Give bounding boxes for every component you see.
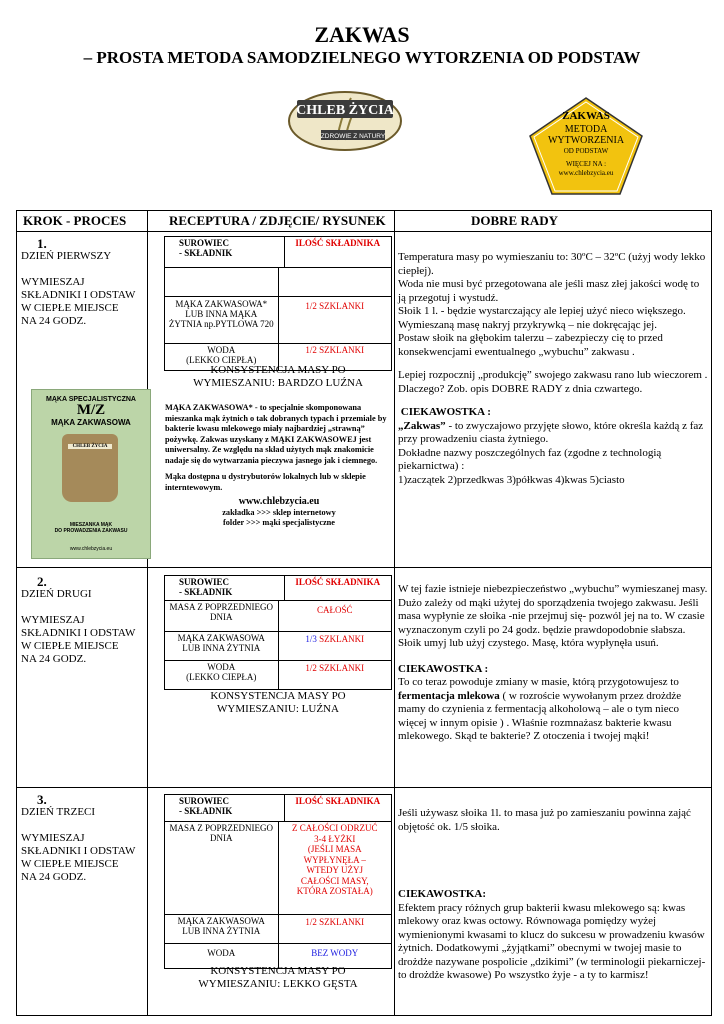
curio-text: ( w rozroście wywołanym przez drożdże mamy do czynienia z fermentacją alkoholową – ale o tym nieco więcej w innym opisie ) . Właśnie rozmnażasz bakterie kwasu mlekowego. Skąd te bakterie? Z otoczenia i twojej mąki! [398, 689, 682, 742]
ingredient-amount: 1/2 SZKLANKI [305, 663, 365, 673]
page-title: ZAKWAS [314, 22, 410, 47]
ingredients-table [164, 794, 392, 969]
product-line5: MIESZANKA MĄK DO PROWADZENIA ZAKWASU [54, 522, 128, 534]
ingredient-header-left: SUROWIEC - SKŁADNIK [165, 237, 285, 267]
product-line2: M/Z [76, 402, 106, 418]
ingredient-amount: Z CAŁOŚCI ODRZUĆ 3-4 ŁYŻKI (JEŚLI MASA WYPŁYNĘŁA – WTEDY UŻYJ CAŁOŚCI MASY, KTÓRA ZOSTAŁA) [291, 823, 378, 896]
process-line: SKŁADNIKI I ODSTAW [21, 627, 136, 639]
step-1-tips [398, 251, 708, 487]
tip-text: Temperatura masy po wymieszaniu to: 30ºC – 32ºC (użyj wody lekko ciepłej). [398, 251, 706, 277]
step-3-process [21, 793, 135, 884]
ingredient-name: MĄKA ZAKWASOWA* LUB INNA MĄKA ŻYTNIA np.PYTLOWA 720 [165, 297, 279, 343]
process-line: WYMIESZAJ [21, 614, 85, 626]
curio-text: - to zwyczajowo przyjęte słowo, które określa każdą z faz przy prowadzeniu ciasta żytniego. [398, 419, 704, 445]
process-line: W CIEPŁE MIEJSCE [21, 302, 119, 314]
seal-line5: WIĘCEJ NA : [565, 160, 607, 168]
step-number: 1. [37, 236, 47, 251]
tip-text: Jeśli używasz słoika 1l. to masa już po zamieszaniu powinna zająć objętość ok. 1/5 słoika. [398, 807, 691, 833]
ingredient-name: MĄKA ZAKWASOWA LUB INNA ŻYTNIA [165, 632, 279, 660]
ingredient-amount-fraction: 1/3 [305, 634, 317, 644]
curio-title: CIEKAWOSTKA : [398, 406, 491, 418]
curio-text: Dokładne nazwy poszczególnych faz (zgodne z technologią piekarnictwa) : [398, 446, 662, 472]
tip-text: W tej fazie istnieje niebezpieczeństwo „wybuchu” wymieszanej masy. Dużo zależy od mąki użytej do sporządzenia twojego zakwasu. Jeśli masa wypłynie ze słoika -nie przejmuj się- pozwól jej na to. W czasie wyznaczonym czyli po 24 godz. będzie prawdopodobnie słabsza. Słoik umyj lub użyj czystego. Masę, która wypłynęła usuń. [398, 583, 708, 649]
zakwas-seal [528, 96, 644, 196]
step-3-tips [398, 807, 708, 983]
ingredient-name: MASA Z POPRZEDNIEGO DNIA [165, 601, 279, 631]
ingredient-amount: 1/2 SZKLANKI [305, 301, 365, 311]
process-line: W CIEPŁE MIEJSCE [21, 640, 119, 652]
process-line: NA 24 GODZ. [21, 871, 87, 883]
curio-text: To co teraz powoduje zmiany w masie, którą przygotowujesz to [398, 676, 679, 688]
step-day: DZIEŃ TRZECI [21, 806, 96, 818]
step-number: 2. [37, 574, 47, 589]
seal-line1: ZAKWAS [562, 110, 610, 122]
curio-text: 1)zaczątek 2)przedkwas 3)półkwas 4)kwas 5)ciasto [398, 473, 625, 486]
process-line: NA 24 GODZ. [21, 315, 87, 327]
ingredient-amount: BEZ WODY [311, 948, 359, 958]
product-description [165, 403, 393, 529]
ingredient-name: WODA (LEKKO CIEPŁA) [165, 344, 279, 370]
curio-bold: fermentacja mlekowa [398, 689, 500, 702]
step-2-process [21, 575, 135, 666]
ingredients-table [164, 236, 392, 371]
step-number: 3. [37, 792, 47, 807]
product-bag-image [31, 389, 151, 559]
tip-text: Postaw słoik na głębokim talerzu – zabezpieczy cię to przed konsekwencjami ewentualnego „wybuchu” zakwasu . [398, 332, 663, 358]
step-1-process [21, 237, 135, 328]
divider [147, 211, 148, 1015]
logo-subtext: ZDROWIE Z NATURY [320, 133, 386, 140]
process-line: WYMIESZAJ [21, 276, 85, 288]
ingredient-header-left: SUROWIEC - SKŁADNIK [165, 795, 285, 821]
product-line1: MĄKA SPECJALISTYCZNA [46, 396, 136, 403]
process-line: SKŁADNIKI I ODSTAW [21, 845, 136, 857]
curio-title: CIEKAWOSTKA: [398, 888, 487, 900]
website-note: folder >>> mąki specjalistyczne [223, 518, 335, 527]
ingredient-header-left: SUROWIEC - SKŁADNIK [165, 576, 285, 600]
seal-line2: METODA [564, 124, 608, 135]
ingredient-header-right: ILOŚĆ SKŁADNIKA [295, 238, 381, 248]
tip-text [398, 359, 708, 369]
divider [394, 211, 395, 1015]
consistency-note: KONSYSTENCJA MASY PO WYMIESZANIU: BARDZO LUŹNA [193, 364, 363, 389]
ingredient-name: MASA Z POPRZEDNIEGO DNIA [165, 822, 279, 914]
ingredients-table [164, 575, 392, 690]
steps-table [16, 210, 712, 1016]
ingredient-amount: 1/2 SZKLANKI [305, 345, 365, 355]
page-subtitle: – PROSTA METODA SAMODZIELNEGO WYTORZENIA OD PODSTAW [83, 48, 641, 67]
col-header-recipe: RECEPTURA / ZDJĘCIE/ RYSUNEK [169, 213, 386, 228]
step-2-tips [398, 583, 708, 744]
process-line: WYMIESZAJ [21, 832, 85, 844]
product-line6: www.chlebzycia.eu [69, 546, 113, 552]
description-text: MĄKA ZAKWASOWA* - to specjalnie skomponowana mieszanka mąk żytnich o tak dobranych typach i przemiale by bakterie kwasu mlekowego miały najbardziej „strawną” pożywkę. Zakwas uzyskany z MĄKI ZAKWASOWEJ jest uniwersalny. Ze względu na skład użytych mąk znakomicie nadaje się do wytwarzania pieczywa jasnego jak i ciemnego. [165, 403, 387, 465]
col-header-tips: DOBRE RADY [471, 213, 559, 228]
seal-line6: www.chlebzycia.eu [558, 169, 614, 177]
ingredient-header-right: ILOŚĆ SKŁADNIKA [295, 577, 381, 587]
process-line: W CIEPŁE MIEJSCE [21, 858, 119, 870]
consistency-note: KONSYSTENCJA MASY PO WYMIESZANIU: LUŹNA [210, 690, 346, 715]
ingredient-amount: 1/2 SZKLANKI [305, 917, 365, 927]
flour-bag [62, 434, 118, 502]
website-note: zakładka >>> sklep internetowy [222, 507, 336, 517]
ingredient-amount: CAŁOŚĆ [316, 605, 353, 615]
col-header-process: KROK - PROCES [23, 213, 127, 228]
product-bag-label: CHLEB ŻYCIA [68, 444, 112, 449]
ingredient-header-right: ILOŚĆ SKŁADNIKA [295, 796, 381, 806]
divider [17, 231, 711, 232]
ingredient-name: MĄKA ZAKWASOWA LUB INNA ŻYTNIA [165, 915, 279, 943]
product-line3: MĄKA ZAKWASOWA [51, 418, 131, 427]
seal-line3: WYTWORZENIA [547, 135, 625, 146]
ingredient-amount [279, 268, 392, 296]
tip-text: Lepiej rozpocznij „produkcję” swojego zakwasu rano lub wieczorem . Dlaczego? Zob. opis DOBRE RADY z dnia czwartego. [398, 369, 708, 395]
divider [17, 567, 711, 568]
curio-bold: „Zakwas” [398, 419, 446, 432]
consistency-note: KONSYSTENCJA MASY PO WYMIESZANIU: LEKKO GĘSTA [198, 965, 358, 990]
process-line: SKŁADNIKI I ODSTAW [21, 289, 136, 301]
seal-line4: OD PODSTAW [563, 147, 609, 155]
availability-text: Mąka dostępna u dystrybutorów lokalnych lub w sklepie interntewowym. [165, 472, 366, 492]
step-day: DZIEŃ PIERWSZY [21, 250, 112, 262]
divider [17, 787, 711, 788]
process-line: NA 24 GODZ. [21, 653, 87, 665]
ingredient-name: WODA (LEKKO CIEPŁA) [165, 661, 279, 689]
ingredient-name: WODA [165, 944, 279, 968]
step-day: DZIEŃ DRUGI [21, 588, 92, 600]
curio-text: Efektem pracy różnych grup bakterii kwasu mlekowego są: kwas mlekowy oraz kwas octowy. Równowaga pomiędzy wyżej wymienionymi kwasami to klucz do sukcesu w prowadzeniu kwasów żytnich. Dodatkowymi „żyjątkami” obecnymi w twojej masie to drożdże nazywane pospolicie „dzikimi” (w terminologii piekarniczej-to drożdże kwasowe) Po wszystko żyje - a ty to karmisz! [398, 901, 706, 981]
website-link[interactable]: www.chlebzycia.eu [238, 496, 320, 507]
ingredient-amount: SZKLANKI [316, 634, 365, 644]
tip-text: Woda nie musi być przegotowana ale jeśli masz złej jakości wodę to ją przegotuj i wystudź. [398, 278, 700, 304]
ingredient-name [165, 268, 279, 296]
chleb-zycia-logo [287, 90, 403, 152]
tip-text: Słoik 1 l. - będzie wystarczający ale lepiej użyć nieco większego. Wymieszaną masę nakryj przykrywką – nie dokręcając jej. [398, 305, 686, 331]
logo-text: CHLEB ŻYCIA [296, 103, 394, 118]
curio-title: CIEKAWOSTKA : [398, 662, 489, 675]
